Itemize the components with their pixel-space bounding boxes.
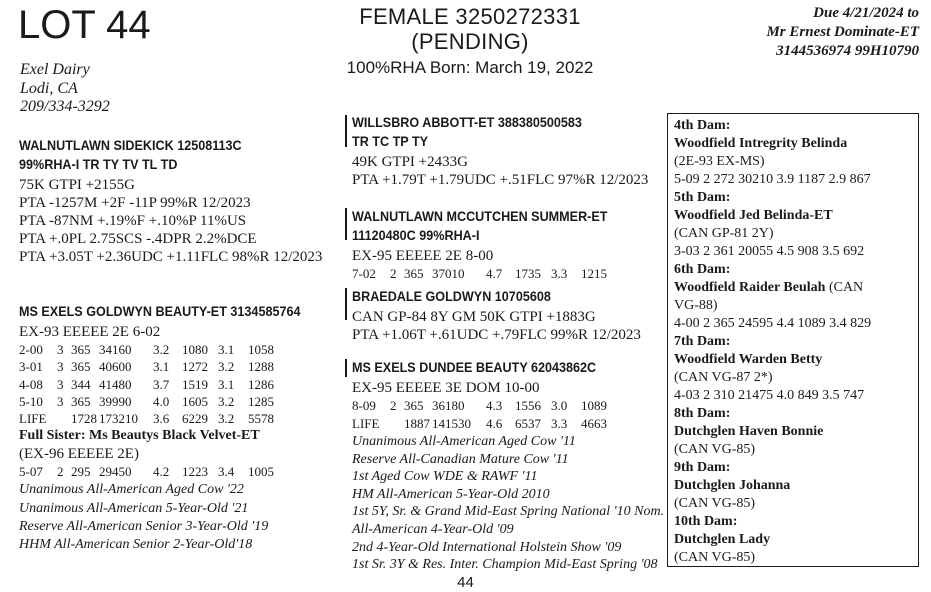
honor-line: HHM All-American Senior 2-Year-Old'18 bbox=[19, 537, 253, 553]
dam-name: MS EXELS GOLDWYN BEAUTY-ET 3134585764 bbox=[19, 303, 301, 319]
record-row bbox=[19, 463, 332, 481]
dam-classification: (2E-93 EX-MS) bbox=[674, 154, 765, 169]
record-row bbox=[19, 376, 332, 393]
sires-sire-block bbox=[352, 113, 648, 189]
honor-line: Unanimous All-American Aged Cow '11 bbox=[352, 434, 576, 449]
sire-name: WALNUTLAWN SIDEKICK 12508113C bbox=[19, 137, 242, 153]
record-row bbox=[19, 393, 332, 410]
dams-dam-name: MS EXELS DUNDEE BEAUTY 62043862C bbox=[352, 359, 597, 375]
registration-status: (PENDING) bbox=[411, 29, 529, 54]
record-cell: 40600 bbox=[99, 359, 132, 375]
honor-line: HM All-American 5-Year-Old 2010 bbox=[352, 486, 550, 502]
record-cell: 3.3 bbox=[551, 266, 568, 281]
record-cell: 3 bbox=[57, 393, 64, 409]
sires-dam-name-line2: 11120480C 99%RHA-I bbox=[352, 227, 480, 243]
dam-name: Woodfield Warden Betty bbox=[674, 352, 823, 367]
pedigree-bracket bbox=[345, 208, 347, 240]
record-cell: 3.7 bbox=[153, 376, 170, 392]
consignor-name: Exel Dairy bbox=[20, 61, 90, 78]
record-cell: 3.4 bbox=[218, 464, 235, 480]
sire-info-line: PTA +3.05T +2.36UDC +1.11FLC 98%R 12/2023 bbox=[19, 249, 323, 265]
record-row bbox=[19, 358, 332, 375]
record-cell: 3.1 bbox=[218, 342, 235, 357]
record-cell: 1288 bbox=[248, 359, 274, 375]
dam-name: Woodfield Raider Beulah bbox=[674, 280, 826, 295]
sires-dam-classification: EX-95 EEEEE 2E 8-00 bbox=[352, 248, 494, 264]
full-sister-title: Full Sister: Ms Beautys Black Velvet-ET bbox=[19, 428, 260, 444]
dam-records bbox=[19, 341, 332, 427]
service-sire-id: 3144536974 99H10790 bbox=[776, 43, 919, 59]
record-cell: 3.1 bbox=[218, 376, 235, 392]
consignor bbox=[20, 61, 110, 117]
sires-sire-info: 49K GTPI +2433G bbox=[352, 154, 468, 170]
female-registration: FEMALE 3250272331 bbox=[359, 4, 581, 29]
record-cell: 1887 bbox=[404, 416, 430, 431]
record-row bbox=[352, 397, 664, 415]
honor-line: 1st Sr. 3Y & Res. Inter. Champion Mid-East Spring '08 bbox=[352, 557, 658, 573]
dam-heading: 8th Dam: bbox=[674, 406, 731, 421]
birth-info: 100%RHA Born: March 19, 2022 bbox=[346, 58, 594, 77]
dams-sire-block bbox=[352, 287, 641, 344]
record-cell: 3.2 bbox=[218, 359, 235, 375]
record-cell: 6537 bbox=[515, 416, 541, 431]
dam-record: 5-09 2 272 30210 3.9 1187 2.9 867 bbox=[674, 172, 871, 187]
honor-line: Unanimous All-American 5-Year-Old '21 bbox=[19, 500, 249, 516]
dam-record: 4-03 2 310 21475 4.0 849 3.5 747 bbox=[674, 388, 865, 403]
record-cell: 4-08 bbox=[19, 376, 43, 392]
record-cell: 344 bbox=[71, 376, 91, 392]
record-cell: 3.2 bbox=[218, 393, 235, 409]
record-cell: 295 bbox=[71, 464, 91, 480]
record-row bbox=[352, 265, 636, 283]
dam-honors bbox=[19, 481, 332, 554]
record-cell: 1735 bbox=[515, 266, 541, 281]
record-cell: 1080 bbox=[182, 342, 208, 357]
record-cell: 37010 bbox=[432, 266, 465, 281]
record-row bbox=[352, 415, 664, 433]
record-cell: 3.3 bbox=[551, 416, 568, 431]
record-cell: 365 bbox=[404, 398, 424, 413]
honor-line: Reserve All-American Senior 3-Year-Old '19 bbox=[19, 518, 269, 534]
dam-classification: (CAN VG-85) bbox=[674, 550, 756, 565]
sires-sire-name: WILLSBRO ABBOTT-ET 388380500583 bbox=[352, 114, 582, 130]
ancestral-dams-box bbox=[667, 113, 919, 567]
dam-heading: 10th Dam: bbox=[674, 514, 738, 529]
honor-line: 2nd 4-Year-Old International Holstein Show '09 bbox=[352, 539, 622, 555]
female-id bbox=[300, 4, 640, 54]
full-sister-classification: (EX-96 EEEEE 2E) bbox=[19, 446, 139, 463]
record-cell: 2 bbox=[390, 398, 397, 413]
record-cell: 3.2 bbox=[218, 411, 235, 427]
record-cell: 5-10 bbox=[19, 393, 43, 409]
record-cell: 4663 bbox=[581, 416, 607, 431]
record-cell: 4.0 bbox=[153, 393, 170, 409]
record-cell: 8-09 bbox=[352, 398, 376, 413]
sire-block bbox=[19, 136, 322, 266]
honor-line: Unanimous All-American Aged Cow '22 bbox=[19, 482, 244, 498]
record-cell: 3.0 bbox=[551, 398, 568, 413]
sire-info-line: PTA -1257M +2F -11P 99%R 12/2023 bbox=[19, 195, 251, 211]
record-cell: 4.3 bbox=[486, 398, 503, 413]
sire-info-line: PTA +.0PL 2.75SCS -.4DPR 2.2%DCE bbox=[19, 231, 257, 247]
dams-sire-name: BRAEDALE GOLDWYN 10705608 bbox=[352, 288, 551, 304]
record-cell: LIFE bbox=[19, 411, 47, 427]
record-cell: 41480 bbox=[99, 376, 132, 392]
dam-heading: 9th Dam: bbox=[674, 460, 731, 475]
record-row bbox=[19, 341, 332, 358]
record-cell: 3 bbox=[57, 359, 64, 375]
service-info bbox=[766, 4, 919, 61]
record-cell: 5578 bbox=[248, 411, 274, 427]
dam-heading: 7th Dam: bbox=[674, 334, 731, 349]
record-cell: 4.2 bbox=[153, 464, 170, 480]
sire-name-line2: 99%RHA-I TR TY TV TL TD bbox=[19, 156, 178, 172]
pedigree-bracket bbox=[345, 288, 347, 320]
record-cell: 4.6 bbox=[486, 416, 503, 431]
record-cell: 36180 bbox=[432, 398, 465, 413]
dam-classification: (CAN VG-85) bbox=[674, 496, 756, 511]
consignor-phone: 209/334-3292 bbox=[20, 98, 110, 115]
sires-sire-info: PTA +1.79T +1.79UDC +.51FLC 97%R 12/2023 bbox=[352, 172, 649, 188]
record-cell: 365 bbox=[404, 266, 424, 281]
dams-dam-block bbox=[352, 358, 664, 574]
dam-classification: (CAN GP-81 2Y) bbox=[674, 226, 774, 241]
record-cell: 365 bbox=[71, 359, 91, 375]
record-cell: 1215 bbox=[581, 266, 607, 281]
sire-info-line: 75K GTPI +2155G bbox=[19, 177, 135, 193]
record-cell: 7-02 bbox=[352, 266, 376, 281]
record-cell: 1286 bbox=[248, 376, 274, 392]
dam-name: Dutchglen Haven Bonnie bbox=[674, 424, 824, 439]
dams-dam-classification: EX-95 EEEEE 3E DOM 10-00 bbox=[352, 380, 540, 396]
record-cell: LIFE bbox=[352, 416, 380, 431]
pedigree-bracket bbox=[345, 115, 347, 147]
dam-name: Woodfield Jed Belinda-ET bbox=[674, 208, 833, 223]
record-cell: 1728 bbox=[71, 411, 97, 427]
service-sire: Mr Ernest Dominate-ET bbox=[766, 24, 919, 40]
dam-heading: 4th Dam: bbox=[674, 118, 731, 133]
record-row bbox=[19, 410, 332, 427]
dam-classification: (CAN bbox=[825, 280, 864, 295]
record-cell: 3.6 bbox=[153, 411, 170, 427]
dam-classification: EX-93 EEEEE 2E 6-02 bbox=[19, 324, 161, 340]
dam-name: Dutchglen Johanna bbox=[674, 478, 791, 493]
dams-dam-records bbox=[352, 397, 664, 433]
record-cell: 6229 bbox=[182, 411, 208, 427]
page-number: 44 bbox=[457, 574, 474, 591]
record-cell: 1272 bbox=[182, 359, 208, 375]
sire-info-line: PTA -87NM +.19%F +.10%P 11%US bbox=[19, 213, 247, 229]
dam-record: 3-03 2 361 20055 4.5 908 3.5 692 bbox=[674, 244, 865, 259]
record-cell: 3.2 bbox=[153, 342, 170, 357]
record-cell: 1058 bbox=[248, 342, 274, 357]
record-cell: 365 bbox=[71, 342, 91, 357]
lot-number: LOT 44 bbox=[18, 3, 151, 47]
full-sister-record bbox=[19, 463, 332, 481]
sires-dam-name: WALNUTLAWN MCCUTCHEN SUMMER-ET bbox=[352, 208, 608, 224]
record-cell: 3.1 bbox=[153, 359, 170, 375]
pedigree-bracket bbox=[345, 359, 347, 377]
dams-sire-info: CAN GP-84 8Y GM 50K GTPI +1883G bbox=[352, 309, 596, 325]
record-cell: 4.7 bbox=[486, 266, 503, 281]
record-cell: 1605 bbox=[182, 393, 208, 409]
honor-line: 1st 5Y, Sr. & Grand Mid-East Spring National '10 Nom. bbox=[352, 504, 665, 520]
dam-name-line bbox=[674, 279, 918, 297]
dam-heading: 5th Dam: bbox=[674, 190, 731, 205]
sires-sire-name-line2: TR TC TP TY bbox=[352, 133, 429, 149]
dam-classification-cont: VG-88) bbox=[674, 298, 718, 313]
dams-dam-honors bbox=[352, 433, 664, 574]
sires-dam-record bbox=[352, 265, 636, 283]
dam-block bbox=[19, 302, 332, 554]
dam-classification: (CAN VG-85) bbox=[674, 442, 756, 457]
record-cell: 29450 bbox=[99, 464, 132, 480]
record-cell: 3-01 bbox=[19, 359, 43, 375]
dam-name: Dutchglen Lady bbox=[674, 532, 771, 547]
record-cell: 1089 bbox=[581, 398, 607, 413]
record-cell: 1005 bbox=[248, 464, 274, 480]
record-cell: 3 bbox=[57, 342, 64, 357]
record-cell: 1285 bbox=[248, 393, 274, 409]
honor-line: 1st Aged Cow WDE & RAWF '11 bbox=[352, 469, 538, 485]
record-cell: 5-07 bbox=[19, 464, 43, 480]
dam-record: 4-00 2 365 24595 4.4 1089 3.4 829 bbox=[674, 316, 872, 331]
record-cell: 3 bbox=[57, 376, 64, 392]
record-cell: 2 bbox=[57, 464, 64, 480]
record-cell: 1223 bbox=[182, 464, 208, 480]
record-cell: 34160 bbox=[99, 342, 132, 357]
record-cell: 2 bbox=[390, 266, 397, 281]
sires-dam-block bbox=[352, 207, 636, 283]
record-cell: 1519 bbox=[182, 376, 208, 392]
honor-line: Reserve All-Canadian Mature Cow '11 bbox=[352, 451, 569, 467]
honor-line: All-American 4-Year-Old '09 bbox=[352, 521, 514, 537]
due-date: Due 4/21/2024 to bbox=[813, 5, 919, 21]
record-cell: 141530 bbox=[432, 416, 471, 431]
dam-name: Woodfield Intregrity Belinda bbox=[674, 136, 848, 151]
record-cell: 1556 bbox=[515, 398, 541, 413]
record-cell: 39990 bbox=[99, 393, 132, 409]
consignor-city: Lodi, CA bbox=[20, 79, 78, 97]
record-cell: 2-00 bbox=[19, 342, 43, 357]
dam-classification: (CAN VG-87 2*) bbox=[674, 370, 773, 385]
record-cell: 173210 bbox=[99, 411, 138, 427]
dam-heading: 6th Dam: bbox=[674, 262, 731, 277]
dams-sire-info: PTA +1.06T +.61UDC +.79FLC 99%R 12/2023 bbox=[352, 327, 641, 343]
record-cell: 365 bbox=[71, 393, 91, 409]
